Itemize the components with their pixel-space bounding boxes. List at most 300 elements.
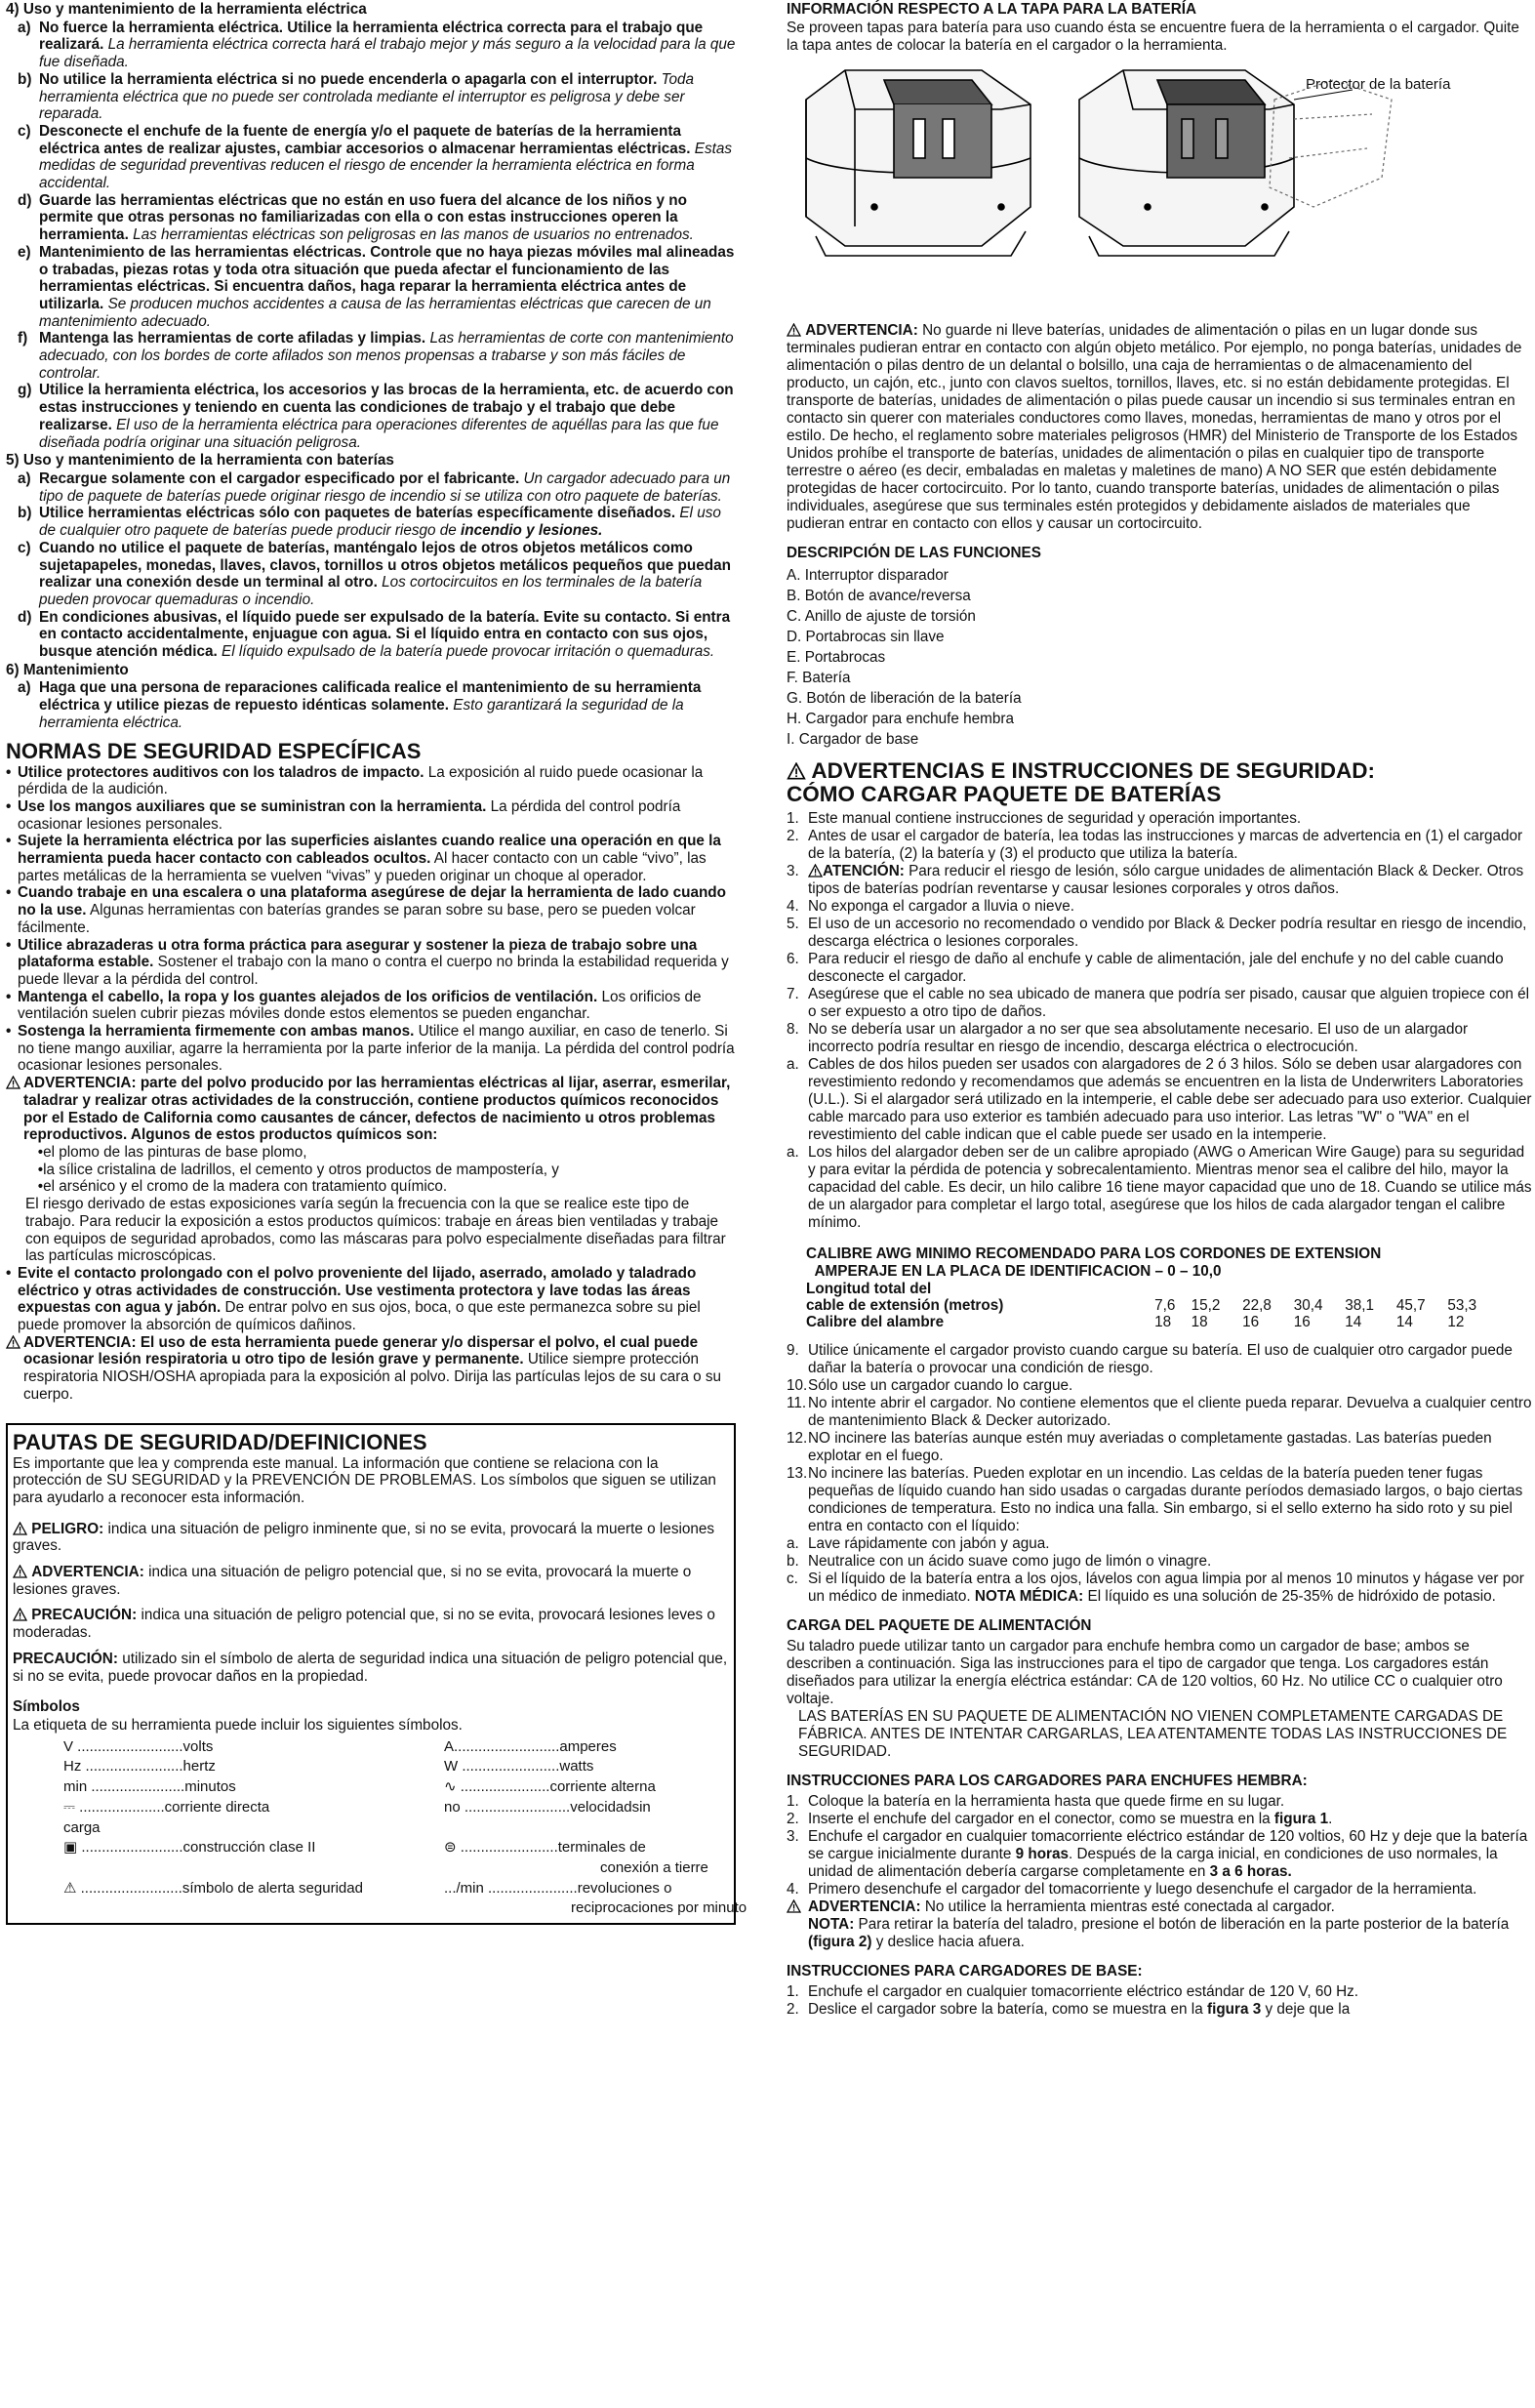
item-bold: Haga que una persona de reparaciones calificada realice el mantenimiento de su herramienta eléctrica y utilice piezas de repuesto idénticas solamente. — [39, 679, 702, 714]
item-label: ATENCIÓN: — [823, 863, 905, 879]
table-row — [806, 1297, 1499, 1314]
item-label: b) — [18, 70, 32, 88]
item-label: f) — [18, 330, 28, 347]
list-item: • Use los mangos auxiliares que se suministran con la herramienta. La pérdida del control podría ocasionar lesiones personales. — [6, 797, 681, 833]
item-number: 10. — [787, 1377, 808, 1394]
item-bold: Utilice abrazaderas u otra forma práctica para asegurar y sostener la pieza de trabajo sobre una plataforma estable. — [18, 936, 698, 971]
list-item — [18, 540, 736, 609]
precaucion2-definition — [13, 1651, 729, 1685]
section-4-list — [18, 20, 736, 452]
item-text: No utilice la herramienta mientras esté conectada al cargador. — [924, 1898, 1335, 1915]
list-item — [787, 828, 1532, 863]
list-item: 2. Inserte el enchufe del cargador en el conector, como se muestra en la figura 1. — [787, 1811, 1333, 1827]
item-number: 8. — [787, 1021, 799, 1038]
protector-label: Protector de la batería — [1306, 76, 1451, 93]
list-item — [787, 986, 1532, 1021]
precaucion2-text: utilizado sin el símbolo de alerta de seguridad indica una situación de peligro potencial que, si no se evita, puede provocar daños en la propiedad. — [13, 1650, 728, 1685]
item-italic: Se producen muchos accidentes a causa de las herramientas eléctricas que carecen de un mantenimiento adecuado. — [39, 295, 711, 330]
symbol-row — [63, 1799, 444, 1816]
item-bold: Utilice la herramienta eléctrica, los accesorios y las brocas de la herramienta, etc. de acuerdo con estas instrucciones y teniendo en cuenta las condiciones de trabajo y el trabajo que debe realizarse. — [39, 382, 734, 433]
item-number: 5. — [787, 916, 799, 932]
base-title: INSTRUCCIONES PARA CARGADORES DE BASE: — [787, 1963, 1143, 1979]
list-item — [18, 20, 736, 71]
symbol-dots: .......................... — [73, 1737, 183, 1755]
symbol-desc: hertz — [182, 1758, 216, 1775]
item-text: y deslice hacia afuera. — [875, 1934, 1025, 1950]
symbol-dots: ....................... — [87, 1778, 185, 1796]
advertencia-definition — [13, 1564, 729, 1598]
warning-icon — [808, 864, 823, 877]
list-item: •la sílice cristalina de ladrillos, el cemento y otros productos de mampostería, y — [25, 1161, 559, 1178]
item-bold: Sostenga la herramienta firmemente con ambas manos. — [18, 1023, 415, 1041]
item-number: 13. — [787, 1465, 808, 1482]
symbol: ▣ — [63, 1839, 78, 1857]
list-item: B. Botón de avance/reversa — [787, 588, 971, 604]
item-text: Coloque la batería en la herramienta hasta que quede firme en su lugar. — [808, 1793, 1285, 1810]
warning-icon — [787, 323, 801, 337]
item-label: d) — [18, 191, 32, 209]
list-item: E. Portabrocas — [787, 649, 886, 666]
item-number: 6. — [787, 951, 799, 967]
list-item: •el arsénico y el cromo de la madera con tratamiento químico. — [25, 1178, 448, 1196]
table-cell: 18 — [1154, 1314, 1172, 1330]
functions-list — [787, 565, 1532, 750]
pautas-title: PAUTAS DE SEGURIDAD/DEFINICIONES — [13, 1429, 427, 1454]
symbol-row — [63, 1880, 444, 1898]
symbol-desc: volts — [182, 1737, 214, 1755]
list-item — [787, 1553, 1532, 1571]
list-item — [787, 1898, 1532, 1916]
item-italic: Las herramientas eléctricas son peligrosas en las manos de usuarios no entrenados. — [133, 226, 694, 244]
symbol-row — [63, 1859, 444, 1877]
item-text: Cables de dos hilos pueden ser usados con alargadores de 2 ó 3 hilos. Sólo se deben usar alargadores con revestimiento redondo y recomendamos que además se encuentren en la lista de Underwriters Laboratories (U.L.). Si el alargador será utilizado en la intemperie, el cable debe ser adecuado para uso exterior. Cualquier cable marcado para uso exterior es también adecuado para uso interior. Las letras "W" o "WA" en el revestimiento del cable indican que el cable puede ser usado en la intemperie. — [808, 1056, 1532, 1143]
item-text: Utilice el mango auxiliar, en caso de tenerlo. Si no tiene mango auxiliar, agarre la herramienta por la parte inferior de la manija. La pérdida del control podría ocasionar lesiones personales. — [18, 1023, 735, 1075]
list-item: • Utilice protectores auditivos con los taladros de impacto. La exposición al ruido puede ocasionar la pérdida de la audición. — [6, 763, 704, 798]
item-text: Sólo use un cargador cuando lo cargue. — [808, 1377, 1073, 1394]
figure-ref: figura 1 — [1273, 1811, 1329, 1827]
item-text: Para retirar la batería del taladro, presione el botón de liberación en la parte posterior de la batería — [858, 1916, 1510, 1933]
symbol-dots: .......................... — [460, 1798, 571, 1816]
list-item — [787, 1144, 1532, 1232]
item-text: Los hilos del alargador deben ser de un calibre apropiado (AWG o American Wire Gauge) para su seguridad y para evitar la pérdida de potencia y sobrecalentamiento. Mientras menor sea el calibre del hilo, mayor la capacidad del cable. Es decir, un hilo calibre 16 tiene mayor capacidad que uno de 18. Cuando se utilice más de un alargador para completar el largo total, asegúrese que los hilos de cada alargador tengan el calibre mínimo. — [808, 1144, 1532, 1231]
pautas-intro: Es importante que lea y comprenda este manual. La información que contiene se relaciona con la protección de SU SEGURIDAD y la PREVENCIÓN DE PROBLEMAS. Los símbolos que siguen se utilizan para ayudarlo a reconocer esta información. — [13, 1454, 716, 1506]
warning-text: No guarde ni lleve baterías, unidades de alimentación o pilas en un lugar donde sus terminales pudieran entrar en contacto con algún objeto metálico. Por ejemplo, no ponga baterías, unidades de alimentación o pilas dentro de un delantal o bolsillo, una caja de herramientas o de almacenamiento del producto, un cajón, etc., junto con clavos sueltos, tornillos, llaves, etc. si no están debidamente protegidas. El transporte de baterías, unidades de alimentación o pilas puede causar un incendio si sus terminales entran en contacto sin querer con materiales conductores como llaves, monedas, herramientas de mano y otros por el estilo. De hecho, el reglamento sobre materiales peligrosos (HMR) del Ministerio de Transporte de los Estados Unidos prohíbe el transporte de baterías, unidades de alimentación o pilas en cualquier tipo de transporte terrestre o aéreo (es decir, embaladas en maletas y maletines de mano) A NO SER que estén debidamente protegidas de hacer cortocircuito. Por lo tanto, cuando transporte baterías, unidades de alimentación o pilas individuales, asegúrese que sus terminales estén protegidos y debidamente aislados de materiales que pudieran entrar en contacto con ellos y causar un cortocircuito. — [787, 322, 1522, 532]
list-item: 4. Primero desenchufe el cargador del tomacorriente y luego desenchufe el cargador de la herramienta. — [787, 1881, 1477, 1898]
tapa-title: INFORMACIÓN RESPECTO A LA TAPA PARA LA BATERÍA — [787, 1, 1197, 18]
item-label: g) — [18, 382, 32, 399]
table-cell: 12 — [1447, 1314, 1465, 1330]
dust-warning — [6, 1075, 736, 1144]
list-item: 3. Enchufe el cargador en cualquier tomacorriente eléctrico estándar de 120 voltios, 60 Hz y deje que la batería se cargue inicialmente durante 9 horas. Después de la carga inicial, en condiciones de uso normales, la unidad de alimentación debería cargarse completamente en 3 a 6 horas. — [787, 1828, 1528, 1880]
symbol-row — [444, 1758, 776, 1775]
precaucion2-label: PRECAUCIÓN: — [13, 1650, 118, 1667]
list-item — [18, 470, 736, 505]
item-text: Inserte el enchufe del cargador en el conector, como se muestra en la — [808, 1811, 1271, 1827]
charging-title-line1: ADVERTENCIAS E INSTRUCCIONES DE SEGURIDAD: — [811, 758, 1375, 783]
peligro-definition — [13, 1521, 729, 1555]
item-text: Primero desenchufe el cargador del tomacorriente y luego desenchufe el cargador de la herramienta. — [808, 1881, 1477, 1898]
peligro-text: indica una situación de peligro inminente que, si no se evita, provocará la muerte o lesiones graves. — [13, 1520, 715, 1555]
section-4-title: 4) Uso y mantenimiento de la herramienta eléctrica — [6, 1, 367, 18]
symbol-desc: terminales de — [557, 1839, 646, 1857]
list-item — [787, 1535, 1532, 1553]
item-text: Los orificios de ventilación suelen cubrir piezas móviles donde estos elementos se pueden enganchar. — [18, 988, 702, 1023]
item-number: a. — [787, 1535, 799, 1552]
item-text: Asegúrese que el cable no sea ubicado de manera que podría ser pisado, causar que alguien tropiece con él o ser expuesto a otro tipo de daños. — [808, 986, 1530, 1020]
list-item — [18, 123, 736, 192]
carga-title: CARGA DEL PAQUETE DE ALIMENTACIÓN — [787, 1617, 1092, 1634]
list-item — [787, 863, 1532, 898]
item-number: 11. — [787, 1395, 807, 1411]
charging-instructions-2 — [787, 1342, 1532, 1606]
symbol-row — [63, 1738, 444, 1756]
item-label: d) — [18, 608, 32, 626]
item-bold: Desconecte el enchufe de la fuente de energía y/o el paquete de baterías de la herramienta eléctrica antes de realizar ajustes, cambiar accesorios o almacenar herramientas eléctricas. — [39, 122, 691, 157]
list-item: • Sujete la herramienta eléctrica por las superficies aislantes cuando realice una operación en que la herramienta pueda hacer contacto con cableados ocultos. Al hacer contacto con un cable “vivo”, las partes metálicas de la herramienta se vuelven “vivas” y pueden originar un choque al operador. — [6, 833, 721, 884]
symbol-desc: amperes — [559, 1737, 617, 1755]
enchufe-list — [787, 1793, 1532, 1951]
item-bold: Utilice herramientas eléctricas sólo con paquetes de baterías específicamente diseñados. — [39, 505, 676, 522]
item-italic: La herramienta eléctrica correcta hará el trabajo mejor y más seguro a la velocidad para la que fue diseñada. — [39, 36, 736, 71]
list-item — [787, 1430, 1532, 1465]
list-item — [18, 330, 736, 382]
table-cell: 38,1 — [1345, 1297, 1375, 1314]
item-text: Enchufe el cargador en cualquier tomacorriente eléctrico estándar de 120 voltios, 60 Hz y deje que la batería se cargue inicialmente durante — [808, 1828, 1528, 1862]
list-item — [787, 1395, 1532, 1430]
symbol: W — [444, 1758, 459, 1775]
section-5-list — [18, 470, 736, 661]
item-number: 4. — [787, 898, 799, 915]
item-bold: 9 horas — [1015, 1846, 1070, 1862]
list-item: • Utilice abrazaderas u otra forma práctica para asegurar y sostener la pieza de trabajo sobre una plataforma estable. Sostener el trabajo con la mano o contra el cuerpo no brinda la estabilidad requerida y puede llevar a la pérdida del control. — [6, 936, 729, 988]
symbol-row — [444, 1778, 776, 1796]
item-text: Antes de usar el cargador de batería, lea todas las instrucciones y marcas de advertencia en (1) el cargador de la batería, (2) la batería y (3) el producto que utiliza la batería. — [808, 828, 1523, 862]
item-italic: El uso de la herramienta eléctrica para operaciones diferentes de aquéllas para las que fue diseñada podría originar una situación peligrosa. — [39, 416, 719, 451]
list-item: •el plomo de las pinturas de base plomo, — [25, 1144, 307, 1161]
item-text: . Después de la carga inicial, en condiciones de uso normales, la unidad de alimentación debería cargarse completamente en — [808, 1846, 1498, 1880]
symbol-desc: corriente alterna — [549, 1778, 656, 1796]
item-number: b. — [787, 1553, 799, 1570]
warning-icon — [13, 1565, 27, 1578]
list-item: 2. Deslice el cargador sobre la batería, como se muestra en la figura 3 y deje que la — [787, 2001, 1351, 2018]
item-text: De entrar polvo en sus ojos, boca, o que este permanezca sobre su piel puede promover la absorción de químicos dañinos. — [18, 1299, 701, 1334]
symbol-desc: corriente directa — [164, 1798, 270, 1816]
right-column — [787, 0, 1532, 2019]
item-text: No incinere las baterías. Pueden explotar en un incendio. Las celdas de la batería pueden tener fugas pequeñas de líquido cuando han sido usadas o cargadas durante períodos demasiado largos, o bajo ciertas condiciones de temperatura. Esto no indica una falla. Sin embargo, si el sello externo ha sido roto y su piel entra en contacto con el líquido: — [808, 1465, 1523, 1534]
advertencia-text: indica una situación de peligro potencial que, si no se evita, provocará la muerte o lesiones graves. — [13, 1564, 692, 1598]
awg-table-title-line2: AMPERAJE EN LA PLACA DE IDENTIFICACION – 0 – 10,0 — [814, 1263, 1222, 1280]
section-6-list — [18, 679, 736, 731]
item-number: 12. — [787, 1430, 808, 1447]
item-number: 7. — [787, 986, 799, 1002]
symbol-dots: ........................ — [458, 1758, 560, 1775]
item-label: a) — [18, 19, 31, 36]
symbol-desc: watts — [559, 1758, 594, 1775]
item-label: NOTA MÉDICA: — [974, 1588, 1084, 1605]
symbol-dots: .......................... — [454, 1737, 560, 1755]
item-number: 1. — [787, 810, 799, 827]
list-item — [18, 609, 736, 661]
list-item — [18, 71, 736, 123]
respiratory-warning-bold: ADVERTENCIA: El uso de esta herramienta puede generar y/o dispersar el polvo, el cual puede ocasionar lesión respiratoria u otro tipo de lesión grave y permanente. — [23, 1333, 699, 1368]
chem-text: el arsénico y el cromo de la madera con tratamiento químico. — [43, 1178, 448, 1196]
list-item: I. Cargador de base — [787, 731, 919, 748]
precaucion-text: indica una situación de peligro potencial que, si no se evita, provocará lesiones leves o moderadas. — [13, 1607, 715, 1642]
item-italic: Estas medidas de seguridad preventivas reducen el riesgo de encender la herramienta eléctrica en forma accidental. — [39, 140, 733, 192]
symbol-row — [63, 1839, 444, 1857]
carga-text: Su taladro puede utilizar tanto un cargador para enchufe hembra como un cargador de base; ambos se describen a continuación. Siga las instrucciones para el tipo de cargador que tenga. Los cargadores están diseñados para utilizar la energía eléctrica estándar: CA de 120 voltios, 60 Hz. No utilice CC o cualquier otro voltaje. — [787, 1638, 1503, 1707]
warning-label: ADVERTENCIA: — [805, 322, 918, 339]
symbol-row — [63, 1778, 444, 1796]
table-cell: 7,6 — [1154, 1297, 1176, 1314]
item-text: Neutralice con un ácido suave como jugo de limón o vinagre. — [808, 1553, 1212, 1570]
list-item — [18, 382, 736, 451]
table-cell: 15,2 — [1191, 1297, 1221, 1314]
awg-table — [806, 1281, 1499, 1330]
figure-ref: (figura 2) — [808, 1934, 872, 1950]
symbol-dots: ..................... — [74, 1798, 165, 1816]
item-bold: 3 a 6 horas. — [1209, 1863, 1292, 1880]
item-text: NO incinere las baterías aunque estén muy averiadas o completamente gastadas. Las baterías pueden explotar en el fuego. — [808, 1430, 1492, 1464]
item-number: a. — [787, 1144, 799, 1161]
list-item: • Sostenga la herramienta firmemente con ambas manos. Utilice el mango auxiliar, en caso de tenerlo. Si no tiene mango auxiliar, agarre la herramienta por la parte inferior de la manija. La pérdida del control podría ocasionar lesiones personales. — [6, 1023, 735, 1075]
symbol-row — [444, 1899, 776, 1917]
item-italic: Esto garantizará la seguridad de la herramienta eléctrica. — [39, 697, 684, 731]
list-item — [787, 1021, 1532, 1056]
item-text: Enchufe el cargador en cualquier tomacorriente eléctrico estándar de 120 V, 60 Hz. — [808, 1983, 1359, 2000]
list-item — [18, 244, 736, 331]
item-italic: El uso de cualquier otro paquete de baterías puede producir riesgo de — [39, 505, 721, 540]
list-item — [18, 679, 736, 731]
list-item — [787, 1571, 1532, 1606]
symbol-dots: ...................... — [456, 1778, 550, 1796]
list-item — [787, 1056, 1532, 1144]
list-item — [787, 951, 1532, 986]
item-italic: Toda herramienta eléctrica que no puede ser controlada mediante el interruptor es peligrosa y debe ser reparada. — [39, 70, 695, 123]
list-item — [787, 1342, 1532, 1377]
table-cell: 14 — [1345, 1314, 1362, 1330]
charging-instructions — [787, 810, 1532, 1232]
symbol: ⊜ — [444, 1839, 457, 1857]
table-cell: 53,3 — [1447, 1297, 1477, 1314]
symbol-dots: ........................ — [456, 1839, 558, 1857]
item-text: Algunas herramientas con baterías grandes se paran sobre su base, pero se pueden volcar fácilmente. — [18, 902, 696, 936]
item-label: e) — [18, 243, 31, 261]
item-bold: Evite el contacto prolongado con el polvo proveniente del lijado, aserrado, amolado y taladrado eléctrico y otras actividades de construcción. Use vestimenta protectora y lave todas las áreas expuestas con agua y jabón. — [18, 1264, 697, 1317]
figure-ref: figura 3 — [1206, 2001, 1262, 2018]
advertencia-label: ADVERTENCIA: — [31, 1564, 144, 1581]
list-item — [18, 505, 736, 539]
battery-warning — [787, 322, 1532, 533]
battery-illustration — [787, 61, 1528, 305]
warning-icon — [6, 1076, 20, 1089]
item-italic: El líquido expulsado de la batería puede provocar irritación o quemaduras. — [222, 643, 715, 661]
item-text: Lave rápidamente con jabón y agua. — [808, 1535, 1050, 1552]
precaucion-definition — [13, 1607, 729, 1641]
list-item — [787, 916, 1532, 951]
table-header: cable de extensión (metros) — [806, 1297, 1004, 1314]
table-header: Longitud total del — [806, 1281, 932, 1297]
dust-warning-text: El riesgo derivado de estas exposiciones varía según la frecuencia con la que se realice este tipo de trabajo. Para reducir la exposición a estos productos químicos: trabaje en áreas bien ventiladas y trabaje con equipos de seguridad aprobados, como las máscaras para polvo especialmente diseñadas para filtrar las partículas microscópicas. — [25, 1196, 726, 1265]
item-label: ADVERTENCIA: — [808, 1898, 921, 1915]
symbol-desc: reciprocaciones por minuto — [571, 1899, 747, 1917]
symbols-table — [63, 1737, 747, 1917]
table-cell: 14 — [1395, 1314, 1413, 1330]
awg-table-title-line1: CALIBRE AWG MINIMO RECOMENDADO PARA LOS CORDONES DE EXTENSION — [806, 1245, 1382, 1262]
charging-title — [787, 759, 1532, 806]
list-item — [787, 810, 1532, 828]
item-label: b) — [18, 505, 32, 522]
table-cell: 22,8 — [1242, 1297, 1272, 1314]
list-item — [787, 1916, 1532, 1951]
symbol-row — [444, 1880, 776, 1898]
symbol-desc: construcción clase II — [182, 1839, 316, 1857]
functions-title: DESCRIPCIÓN DE LAS FUNCIONES — [787, 545, 1041, 561]
item-label: NOTA: — [808, 1916, 855, 1933]
item-label: c) — [18, 122, 31, 140]
symbol: ⚠ — [63, 1879, 77, 1897]
section-6-title: 6) Mantenimiento — [6, 661, 129, 678]
list-item: • Evite el contacto prolongado con el polvo proveniente del lijado, aserrado, amolado y taladrado eléctrico y otras actividades de construcción. Use vestimenta protectora y lave todas las áreas expuestas con agua y jabón. De entrar polvo en sus ojos, boca, o que este permanezca sobre su piel puede promover la absorción de químicos dañinos. — [6, 1264, 701, 1334]
symbol-row — [444, 1839, 776, 1857]
left-column — [6, 0, 747, 1925]
table-row — [806, 1314, 1499, 1330]
carga-caps-notice: LAS BATERÍAS EN SU PAQUETE DE ALIMENTACIÓN NO VIENEN COMPLETAMENTE CARGADAS DE FÁBRICA. ANTES DE INTENTAR CARGARLAS, LEA ATENTAMENTE TODAS LAS INSTRUCCIONES DE SEGURIDAD. — [798, 1708, 1508, 1760]
item-text: Para reducir el riesgo de lesión, sólo cargue unidades de alimentación Black & Decker. Otros tipos de baterías podrían reventarse y causar lesiones corporales y otros daños. — [808, 863, 1524, 897]
item-text: Si el líquido de la batería entra a los ojos, lávelos con agua limpia por al menos 10 minutos y hágase ver por un médico de inmediato. — [808, 1571, 1524, 1605]
symbol: V — [63, 1737, 74, 1755]
battery-drawing — [787, 61, 1470, 305]
list-item — [18, 192, 736, 244]
item-text: y deje que la — [1265, 2001, 1351, 2018]
warning-icon — [787, 762, 806, 780]
item-italic: Un cargador adecuado para un tipo de paquete de baterías puede originar riesgo de incendio si se utiliza con otro paquete de baterías. — [39, 469, 731, 505]
item-number: 9. — [787, 1342, 799, 1359]
item-text: No intente abrir el cargador. No contiene elementos que el cliente pueda reparar. Devuelva a cualquier centro de mantenimiento Black & Decker autorizado. — [808, 1395, 1532, 1429]
chem-text: la sílice cristalina de ladrillos, el cemento y otros productos de mampostería, y — [43, 1161, 559, 1178]
item-text: Al hacer contacto con un cable “vivo”, las partes metálicas de la herramienta se vuelven “vivas” y pueden originar un choque al operador. — [18, 850, 707, 884]
list-item: D. Portabrocas sin llave — [787, 629, 945, 645]
respiratory-warning — [6, 1334, 736, 1404]
item-text: La pérdida del control podría ocasionar lesiones personales. — [18, 797, 681, 833]
symbol: min — [63, 1778, 88, 1796]
item-bold: Use los mangos auxiliares que se suministran con la herramienta. — [18, 797, 487, 815]
symbol-dots: ......................... — [77, 1839, 183, 1857]
item-number: c. — [787, 1571, 798, 1587]
item-bold: Mantenimiento de las herramientas eléctricas. Controle que no haya piezas móviles mal alineadas o trabadas, piezas rotas y toda otra situación que pueda afectar el funcionamiento de las herramientas eléctricas. Si encuentra daños, haga reparar la herramienta eléctrica antes de utilizarla. — [39, 243, 735, 312]
item-text: Sostener el trabajo con la mano o contra el cuerpo no brinda la estabilidad requerida y puede llevar a la pérdida del control. — [18, 954, 729, 988]
item-text: Utilice únicamente el cargador provisto cuando cargue su batería. El uso de cualquier otro cargador puede dañar la batería o provocar una condición de riesgo. — [808, 1342, 1513, 1376]
item-bold: Guarde las herramientas eléctricas que no están en uso fuera del alcance de los niños y no permite que otras personas no familiarizadas con ella o con estas instrucciones operen la herramienta. — [39, 191, 687, 244]
list-item: • Cuando trabaje en una escalera o una plataforma asegúrese de dejar la herramienta de lado cuando no la use. Algunas herramientas con baterías grandes se paran sobre su base, pero se pueden volcar fácilmente. — [6, 884, 726, 936]
item-label: a) — [18, 679, 31, 697]
respiratory-warning-text: Utilice siempre protección respiratoria NIOSH/OSHA apropiada para la exposición al polvo. Dirija las partículas lejos de su cara o su cuerpo. — [23, 1351, 722, 1403]
awg-table-title — [806, 1245, 1532, 1281]
list-item: H. Cargador para enchufe hembra — [787, 711, 1014, 727]
item-label: c) — [18, 539, 31, 556]
table-header: Calibre del alambre — [806, 1314, 945, 1330]
simbolos-intro: La etiqueta de su herramienta puede incluir los siguientes símbolos. — [13, 1716, 463, 1734]
symbol-row — [63, 1899, 444, 1917]
symbol-row — [444, 1819, 776, 1837]
list-item: • Mantenga el cabello, la ropa y los guantes alejados de los orificios de ventilación. Los orificios de ventilación suelen cubrir piezas móviles donde estos elementos se pueden enganchar. — [6, 988, 702, 1023]
item-bold: No utilice la herramienta eléctrica si no puede encenderla o apagarla con el interruptor. — [39, 70, 658, 88]
item-number: 3. — [787, 863, 799, 879]
item-number: a. — [787, 1056, 799, 1073]
table-cell: 16 — [1242, 1314, 1260, 1330]
symbol: Hz — [63, 1758, 82, 1775]
item-bold: Cuando no utilice el paquete de baterías, manténgalo lejos de otros objetos metálicos como sujetapapeles, monedas, llaves, clavos, tornillos u otros objetos metálicos pequeños que puedan realizar una conexión desde un terminal al otro. — [39, 539, 731, 592]
table-cell: 45,7 — [1395, 1297, 1426, 1314]
item-italic: Las herramientas de corte con mantenimiento adecuado, con los bordes de corte afilados son menos propensas a trabarse y son más fáciles de controlar. — [39, 330, 734, 382]
symbol-dots: ...................... — [483, 1879, 578, 1897]
item-bold: Recargue solamente con el cargador especificado por el fabricante. — [39, 469, 520, 487]
item-text: La exposición al ruido puede ocasionar la pérdida de la audición. — [18, 763, 704, 798]
item-number: 2. — [787, 828, 799, 844]
item-italic: Los cortocircuitos en los terminales de la batería pueden provocar quemaduras o incendio. — [39, 574, 703, 608]
warning-icon — [787, 1899, 801, 1913]
list-item: F. Batería — [787, 670, 851, 686]
item-text: El líquido es una solución de 25-35% de hidróxido de potasio. — [1087, 1588, 1496, 1605]
item-text: No se debería usar un alargador a no ser que sea absolutamente necesario. El uso de un alargador incorrecto podría resultar en riesgo de incendio, descarga eléctrica o electrocución. — [808, 1021, 1469, 1055]
list-item: A. Interruptor disparador — [787, 567, 949, 584]
symbol: A — [444, 1737, 455, 1755]
chem-text: el plomo de las pinturas de base plomo, — [43, 1144, 307, 1161]
warning-icon — [13, 1608, 27, 1621]
list-item: 1. Enchufe el cargador en cualquier tomacorriente eléctrico estándar de 120 V, 60 Hz. — [787, 1983, 1359, 2000]
symbol: no — [444, 1798, 461, 1816]
normas-title: NORMAS DE SEGURIDAD ESPECÍFICAS — [6, 738, 422, 763]
item-bold: Utilice protectores auditivos con los taladros de impacto. — [18, 763, 424, 781]
tapa-text: Se proveen tapas para batería para uso cuando ésta se encuentre fuera de la herramienta o el cargador. Quite la tapa antes de colocar la batería en el cargador o la herramienta. — [787, 20, 1519, 54]
item-bold: En condiciones abusivas, el líquido puede ser expulsado de la batería. Evite su contacto. Si entra en contacto accidentalmente, enjuague con agua. Si el líquido entra en contacto con sus ojos, busque atención médica. — [39, 608, 731, 661]
list-item: G. Botón de liberación de la batería — [787, 690, 1022, 707]
symbol-row — [444, 1799, 776, 1816]
symbol-desc: conexión a tierre — [600, 1858, 708, 1876]
list-item: 1. Coloque la batería en la herramienta hasta que quede firme en su lugar. — [787, 1793, 1285, 1810]
list-item — [787, 1377, 1532, 1395]
precaucion-label: PRECAUCIÓN: — [31, 1607, 138, 1624]
normas-list — [6, 764, 736, 1404]
warning-icon — [13, 1522, 27, 1535]
peligro-label: PELIGRO: — [31, 1520, 104, 1537]
list-item — [787, 1465, 1532, 1535]
table-cell: 18 — [1191, 1314, 1208, 1330]
item-text: El uso de un accesorio no recomendado o vendido por Black & Decker podría resultar en riesgo de incendio, descarga eléctrica o lesiones corporales. — [808, 916, 1527, 950]
list-item — [787, 898, 1532, 916]
section-5-title: 5) Uso y mantenimiento de la herramienta con baterías — [6, 452, 394, 469]
enchufe-title: INSTRUCCIONES PARA LOS CARGADORES PARA ENCHUFES HEMBRA: — [787, 1773, 1308, 1789]
item-bold-italic: incendio y lesiones. — [461, 522, 603, 540]
symbol-row — [444, 1859, 776, 1877]
simbolos-title: Símbolos — [13, 1698, 80, 1716]
item-bold: Mantenga el cabello, la ropa y los guantes alejados de los orificios de ventilación. — [18, 988, 598, 1005]
symbol-dots: ........................ — [81, 1758, 183, 1775]
item-bold: Mantenga las herramientas de corte afiladas y limpias. — [39, 330, 426, 347]
symbol-row — [63, 1819, 444, 1837]
dust-warning-bold: ADVERTENCIA: parte del polvo producido por las herramientas eléctricas al lijar, aserrar, esmerilar, taladrar y realizar otras actividades de la construcción, contiene productos químicos reconocidos por el Estado de California como causantes de cáncer, defectos de nacimiento u otros problemas reproductivos. Algunos de estos productos químicos son: — [23, 1075, 731, 1144]
symbol-dots: ......................... — [76, 1879, 182, 1897]
symbol-row — [63, 1758, 444, 1775]
pautas-box — [6, 1423, 747, 1925]
charging-title-line2: CÓMO CARGAR PAQUETE DE BATERÍAS — [787, 782, 1222, 806]
warning-icon — [6, 1335, 20, 1349]
item-bold: Sujete la herramienta eléctrica por las superficies aislantes cuando realice una operación en que la herramienta pueda hacer contacto con cableados ocultos. — [18, 833, 721, 868]
base-list — [787, 1983, 1532, 2019]
item-text: Este manual contiene instrucciones de seguridad y operación importantes. — [808, 810, 1302, 827]
symbol: ⎓ — [63, 1798, 75, 1816]
item-bold: No fuerce la herramienta eléctrica. Utilice la herramienta eléctrica correcta para el trabajo que realizará. — [39, 19, 704, 54]
